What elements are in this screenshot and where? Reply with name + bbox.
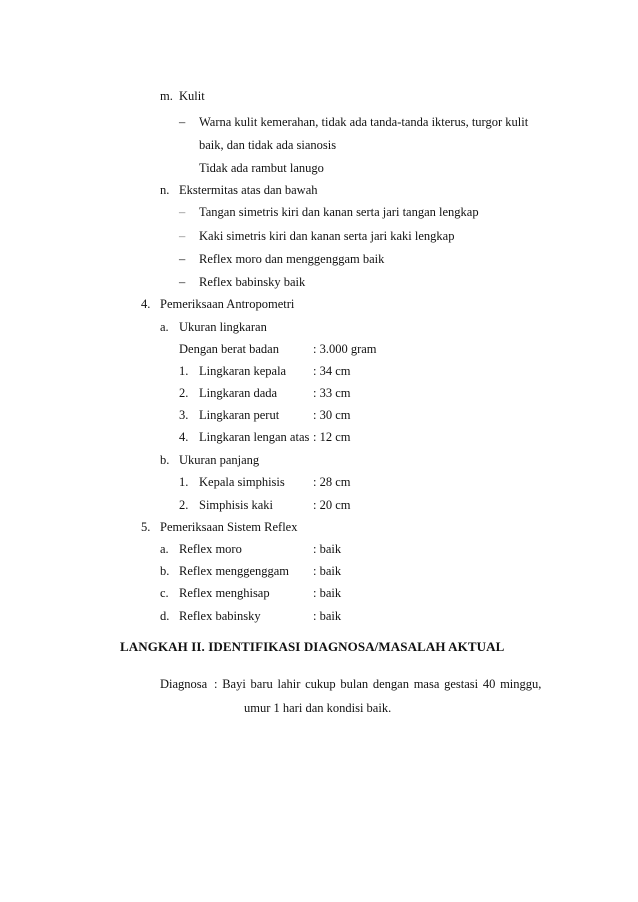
measure-value: : 12 cm [313,430,351,444]
diagnosa-text-line2: umur 1 hari dan kondisi baik. [244,701,392,715]
measure-value: : 28 cm [313,475,351,489]
ekstremitas-item: Kaki simetris kiri dan kanan serta jari kaki lengkap [199,229,455,243]
measure-num: 1. [179,475,189,489]
diagnosa-text-line1: : Bayi baru lahir cukup bulan dengan masa gestasi 40 minggu, [214,677,542,691]
kulit-title: Kulit [179,89,205,103]
measure-value: : 34 cm [313,364,351,378]
reflex-label: Reflex menghisap [179,586,270,600]
antropometri-marker: 4. [141,297,151,311]
lingkaran-marker: a. [160,320,169,334]
lingkaran-title: Ukuran lingkaran [179,320,267,334]
ekstremitas-dash: – [179,229,186,243]
kulit-dash: – [179,115,186,129]
reflex-num: a. [160,542,169,556]
reflex-label: Reflex moro [179,542,242,556]
measure-label: Lingkaran perut [199,408,280,422]
ekstremitas-dash: – [179,275,186,289]
ekstremitas-item: Tangan simetris kiri dan kanan serta jari tangan lengkap [199,205,479,219]
reflex-label: Reflex menggenggam [179,564,290,578]
reflex-num: b. [160,564,170,578]
measure-label: Lingkaran lengan atas [199,430,310,444]
kulit-line2: baik, dan tidak ada sianosis [199,138,337,152]
reflex-value: : baik [313,564,342,578]
reflex-value: : baik [313,609,342,623]
measure-label: Kepala simphisis [199,475,285,489]
measure-label: Simphisis kaki [199,498,273,512]
reflex-title: Pemeriksaan Sistem Reflex [160,520,298,534]
kulit-marker: m. [160,89,173,103]
reflex-num: d. [160,609,170,623]
measure-value: : 30 cm [313,408,351,422]
reflex-value: : baik [313,542,342,556]
panjang-marker: b. [160,453,170,467]
ekstremitas-dash: – [179,252,186,266]
antropometri-title: Pemeriksaan Antropometri [160,297,295,311]
measure-num: 2. [179,498,189,512]
measure-num: 4. [179,430,189,444]
reflex-num: c. [160,586,169,600]
panjang-title: Ukuran panjang [179,453,260,467]
ekstremitas-dash: – [179,205,186,219]
ekstremitas-title: Ekstermitas atas dan bawah [179,183,318,197]
measure-num: 3. [179,408,189,422]
reflex-value: : baik [313,586,342,600]
ekstremitas-item: Reflex moro dan menggenggam baik [199,252,385,266]
measure-value: : 20 cm [313,498,351,512]
diagnosa-label: Diagnosa [160,677,208,691]
ekstremitas-marker: n. [160,183,170,197]
measure-label: Lingkaran dada [199,386,278,400]
measure-label: Lingkaran kepala [199,364,287,378]
ekstremitas-item: Reflex babinsky baik [199,275,306,289]
berat-value: : 3.000 gram [313,342,377,356]
measure-num: 2. [179,386,189,400]
kulit-line1: Warna kulit kemerahan, tidak ada tanda-tanda ikterus, turgor kulit [199,115,529,129]
reflex-label: Reflex babinsky [179,609,261,623]
measure-value: : 33 cm [313,386,351,400]
kulit-line3: Tidak ada rambut lanugo [199,161,324,175]
section-heading: LANGKAH II. IDENTIFIKASI DIAGNOSA/MASALAH AKTUAL [120,639,505,654]
reflex-marker: 5. [141,520,151,534]
measure-num: 1. [179,364,189,378]
berat-label: Dengan berat badan [179,342,279,356]
